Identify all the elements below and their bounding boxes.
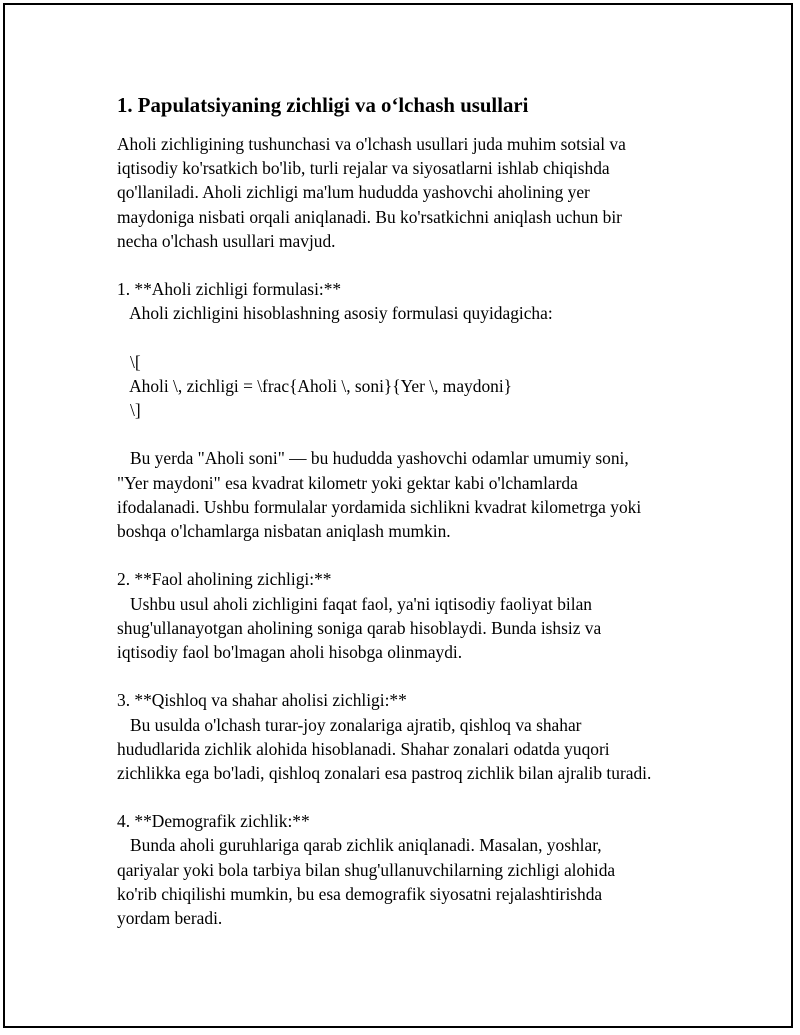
text-line <box>117 253 697 277</box>
text-line: Aholi \, zichligi = \frac{Aholi \, soni}{Yer \, maydoni} <box>117 375 513 396</box>
text-line: Bunda aholi guruhlariga qarab zichlik aniqlanadi. Masalan, yoshlar, <box>117 835 602 856</box>
text-line: Bu yerda "Aholi soni" — bu hududda yashovchi odamlar umumiy soni, <box>117 448 629 469</box>
text-line: zichlikka ega bo'ladi, qishloq zonalari esa pastroq zichlik bilan ajralib turadi. <box>117 762 652 783</box>
text-line: Bu usulda o'lchash turar-joy zonalariga ajratib, qishloq va shahar <box>117 714 582 735</box>
text-line: necha o'lchash usullari mavjud. <box>117 230 336 251</box>
text-line: hududlarida zichlik alohida hisoblanadi. Shahar zonalari odatda yuqori <box>117 738 610 759</box>
text-line: ifodalanadi. Ushbu formulalar yordamida sichlikni kvadrat kilometrga yoki <box>117 496 642 517</box>
text-line: qo'llaniladi. Aholi zichligi ma'lum hududda yashovchi aholining yer <box>117 182 590 203</box>
text-line: shug'ullanayotgan aholining soniga qarab hisoblaydi. Bunda ishsiz va <box>117 617 602 638</box>
text-line: "Yer maydoni" esa kvadrat kilometr yoki gektar kabi o'lchamlarda <box>117 472 578 493</box>
text-line: 2. **Faol aholining zichligi:** <box>117 569 332 590</box>
text-line <box>117 664 697 688</box>
text-line <box>117 785 697 809</box>
text-line <box>117 326 697 350</box>
text-line: ko'rib chiqilishi mumkin, bu esa demografik siyosatni rejalashtirishda <box>117 883 603 904</box>
text-line: Ushbu usul aholi zichligini faqat faol, ya'ni iqtisodiy faoliyat bilan <box>117 593 593 614</box>
text-line: 3. **Qishloq va shahar aholisi zichligi:** <box>117 690 407 711</box>
text-line: qariyalar yoki bola tarbiya bilan shug'ullanuvchilarning zichligi alohida <box>117 859 616 880</box>
text-line: Aholi zichligining tushunchasi va o'lchash usullari juda muhim sotsial va <box>117 134 626 154</box>
text-line <box>117 422 697 446</box>
text-line: \[ <box>117 351 141 372</box>
document-title: 1. Papulatsiyaning zichligi va o‘lchash usullari <box>117 94 529 117</box>
text-line: maydoniga nisbati orqali aniqlanadi. Bu ko'rsatkichni aniqlash uchun bir <box>117 206 622 227</box>
text-line: Aholi zichligini hisoblashning asosiy formulasi quyidagicha: <box>117 303 553 324</box>
text-line <box>117 543 697 567</box>
text-line: boshqa o'lchamlarga nisbatan aniqlash mumkin. <box>117 521 451 541</box>
text-line: yordam beradi. <box>117 908 223 928</box>
document-text <box>117 132 697 930</box>
text-line: iqtisodiy ko'rsatkich bo'lib, turli rejalar va siyosatlarni ishlab chiqishda <box>117 158 610 179</box>
text-line: 4. **Demografik zichlik:** <box>117 811 310 832</box>
text-line: iqtisodiy faol bo'lmagan aholi hisobga olinmaydi. <box>117 641 463 662</box>
text-line: \] <box>117 400 141 421</box>
document-body <box>117 92 697 930</box>
text-line: 1. **Aholi zichligi formulasi:** <box>117 279 342 300</box>
